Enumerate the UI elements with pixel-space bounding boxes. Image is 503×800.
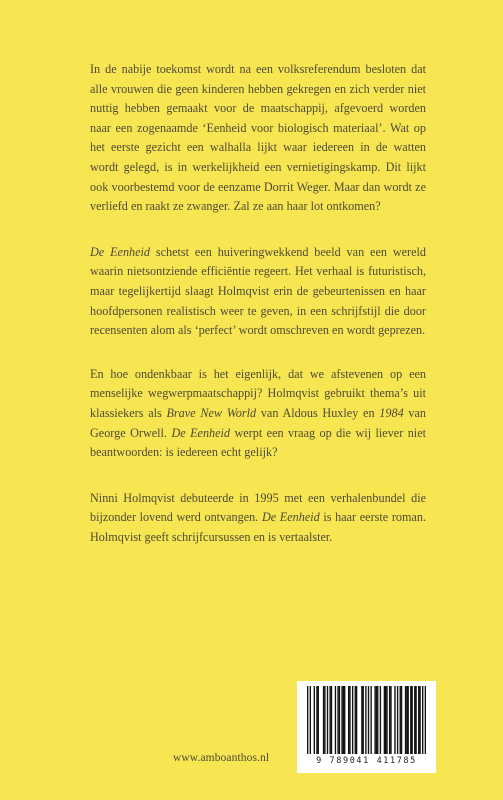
barcode-bar [422,686,423,754]
barcode-bar [386,686,387,754]
barcode-bar [394,686,395,754]
barcode-bar [406,686,407,754]
barcode-bar [384,686,385,754]
barcode-bar [348,686,349,754]
barcode-bar [377,686,378,754]
barcode-bar [401,686,402,754]
publisher-website[interactable]: www.amboanthos.nl [173,752,270,764]
paragraph-comparison: En hoe ondenkbaar is het eigenlijk, dat we afstevenen op een menselijke wegwerpmaatschappij? Holmqvist gebruikt thema’s uit klassiekers als Brave New World van Aldous Huxley en 1984 van George Orwell. De Eenheid werpt een vraag op die wij liever niet beantwoorden: is iedereen echt gelijk? [90,366,426,460]
barcode-bar [318,686,319,754]
barcode-bar [419,686,420,754]
barcode-bar [376,686,377,754]
barcode-bar [365,686,366,754]
barcode-bar [389,686,390,754]
isbn-barcode [297,681,436,773]
barcode-bar [374,686,375,754]
book-title: De Eenheid [90,244,151,259]
book-title: De Eenheid [171,425,231,440]
barcode-bar [314,686,315,754]
barcode-bar [341,686,342,754]
barcode-bar [363,686,364,754]
barcode-bar [335,686,336,754]
barcode-bar [418,686,419,754]
paragraph-synopsis: In de nabije toekomst wordt na een volksreferendum besloten dat alle vrouwen die geen kinderen hebben gekregen en zich verder niet nuttig hebben gemaakt voor de maatschappij, afgevoerd worden naar een zogenaamde ‘Eenheid voor biologisch materiaal’. Wat op het eerste gezicht een walhalla lijkt waar iedereen in de watten wordt gelegd, is in werkelijkheid een vernietigingskamp. Dit lijkt ook voorbestemd voor de eenzame Dorrit Weger. Maar dan wordt ze verliefd en raakt ze zwanger. Zal ze aan haar lot ontkomen? [90,62,426,214]
barcode-bar [323,686,324,754]
barcode-bar [343,686,344,754]
barcode-bar [405,686,406,754]
barcode-bar [352,686,353,754]
barcode-bar [410,686,411,754]
barcode-bar [337,686,338,754]
barcode-bar [385,686,386,754]
barcode-bar [425,686,426,754]
barcode-bar [339,686,340,754]
book-title: De Eenheid [261,510,320,525]
barcode-bar [310,686,311,754]
barcode-bar [415,686,416,754]
barcode-bar [370,686,371,754]
paragraph-author-bio: Ninni Holmqvist debuteerde in 1995 met een verhalenbundel die bijzonder lovend werd ontvangen. De Eenheid is haar eerste roman. Holmqvist geeft schrijfcursussen en is vertaalster. [90,490,426,544]
barcode-bar [397,686,398,754]
barcode-bar [400,686,401,754]
barcode-bar [344,686,345,754]
barcode-bar [407,686,408,754]
barcode-bar [331,686,332,754]
barcode-number: 9 789041 411785 [316,756,417,766]
title-brave-new-world: Brave New World [166,405,257,420]
barcode-bar [307,686,308,754]
barcode-bar [411,686,412,754]
barcode-bar [414,686,415,754]
barcode-bar [355,686,356,754]
barcode-bar [329,686,330,754]
barcode-bar [390,686,391,754]
barcode-bar [349,686,350,754]
barcode-bar [324,686,325,754]
barcode-bar [327,686,328,754]
barcode-bar [380,686,381,754]
paragraph-description: De Eenheid schetst een huiveringwekkend beeld van een wereld waarin nietsontziende efficiëntie regeert. Het verhaal is futuristisch, maar tegelijkertijd slaagt Holmqvist erin de gebeurtenissen en haar hoofdpersonen realistisch weer te geven, in een schrijfstijl die door recensenten alom als ‘perfect’ wordt omschreven en wordt geprezen. [90,244,426,338]
back-cover-text [90,60,426,567]
barcode-bars [307,686,426,754]
title-1984: 1984 [379,405,404,420]
barcode-bar [316,686,317,754]
barcode-bar [356,686,357,754]
barcode-bar [368,686,369,754]
barcode-bar [361,686,362,754]
